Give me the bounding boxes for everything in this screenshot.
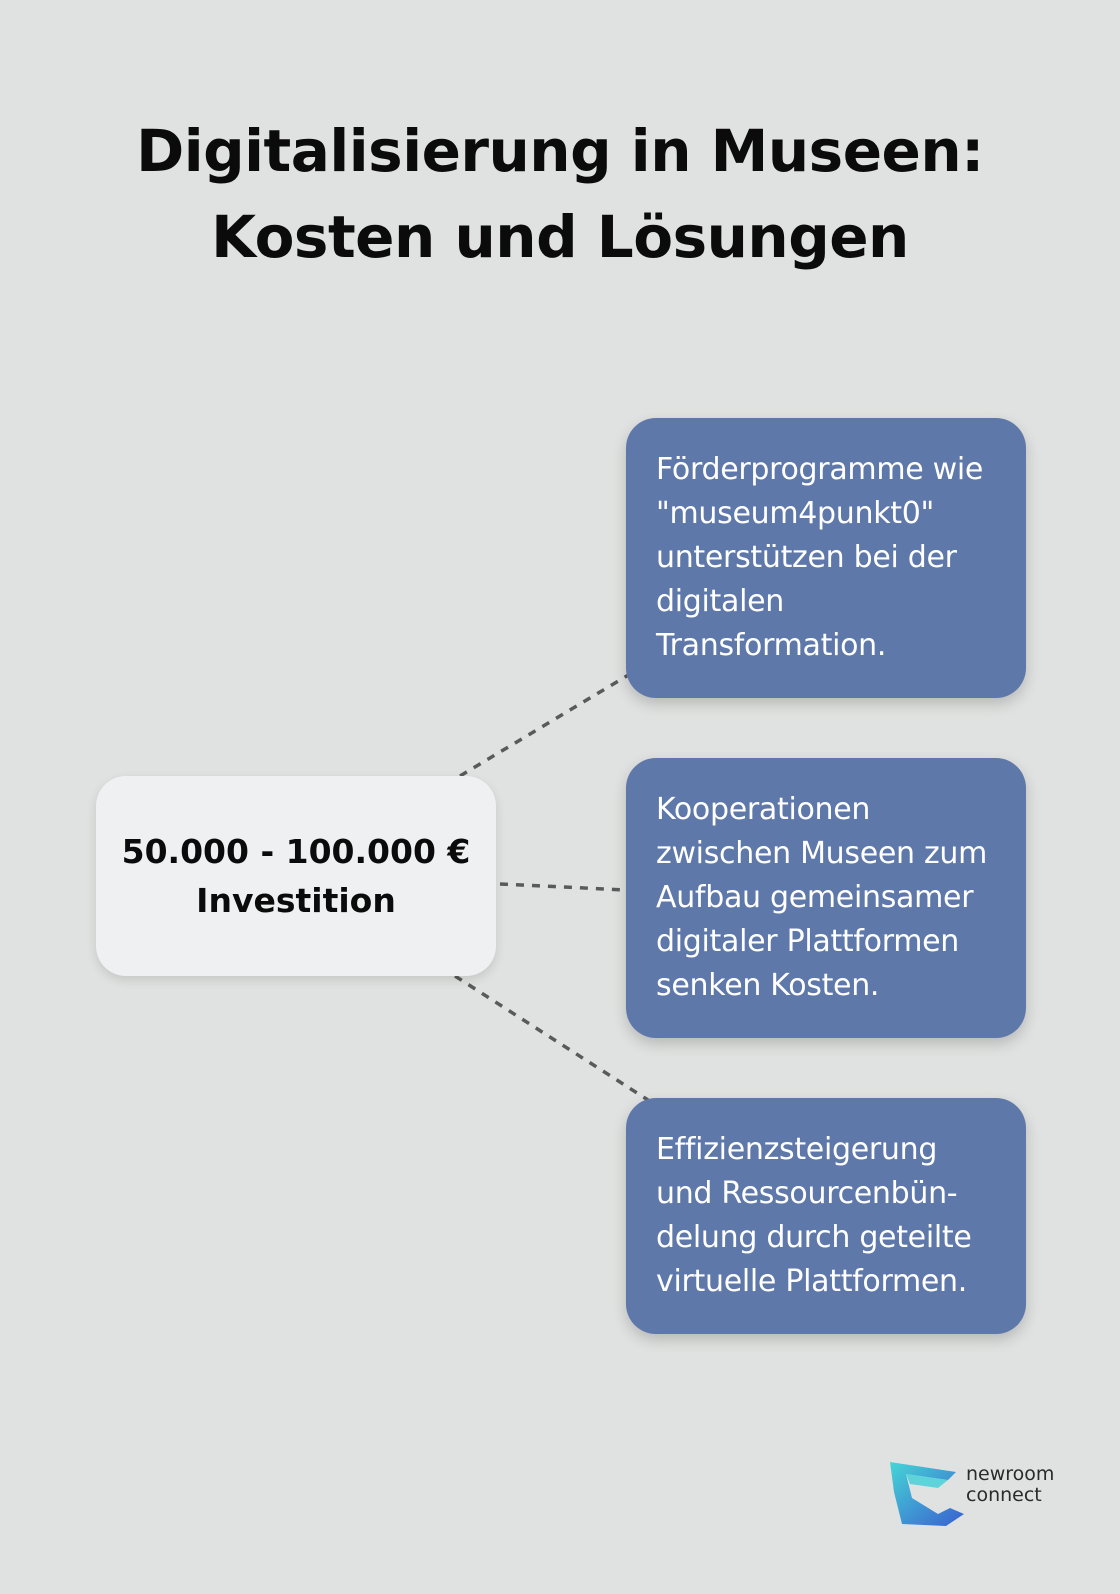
title-line-1: Digitalisierung in Museen:: [136, 117, 984, 185]
logo-wordmark: [966, 1464, 1054, 1506]
card-line: Kooperationen: [656, 792, 871, 827]
card-line: und Ressourcenbün-: [656, 1176, 958, 1211]
logo-text-line-1: newroom: [966, 1463, 1055, 1485]
center-node-label: Investition: [196, 881, 396, 920]
center-node: [96, 776, 496, 976]
card-line: delung durch geteilte: [656, 1220, 972, 1255]
card-line: Transformation.: [656, 628, 887, 663]
card-line: virtuelle Plattformen.: [656, 1264, 968, 1299]
card-line: Effizienzsteigerung: [656, 1132, 938, 1167]
connector-line-3: [455, 976, 648, 1100]
card-line: Aufbau gemeinsamer: [656, 880, 974, 915]
connector-line-1: [460, 674, 630, 776]
solution-card-efficiency: [626, 1098, 1026, 1334]
card-line: zwischen Museen zum: [656, 836, 988, 871]
center-node-amount: 50.000 - 100.000 €: [121, 832, 471, 871]
solution-card-funding: [626, 418, 1026, 698]
title-line-2: Kosten und Lösungen: [211, 203, 909, 271]
card-line: digitaler Plattformen: [656, 924, 960, 959]
card-line: senken Kosten.: [656, 968, 880, 1003]
card-line: "museum4punkt0": [656, 496, 935, 531]
logo-text-line-2: connect: [966, 1484, 1042, 1506]
card-line: unterstützen bei der: [656, 540, 957, 575]
card-line: digitalen: [656, 584, 785, 619]
solution-card-cooperation: [626, 758, 1026, 1038]
card-line: Förderprogramme wie: [656, 452, 984, 487]
connector-line-2: [500, 884, 626, 890]
